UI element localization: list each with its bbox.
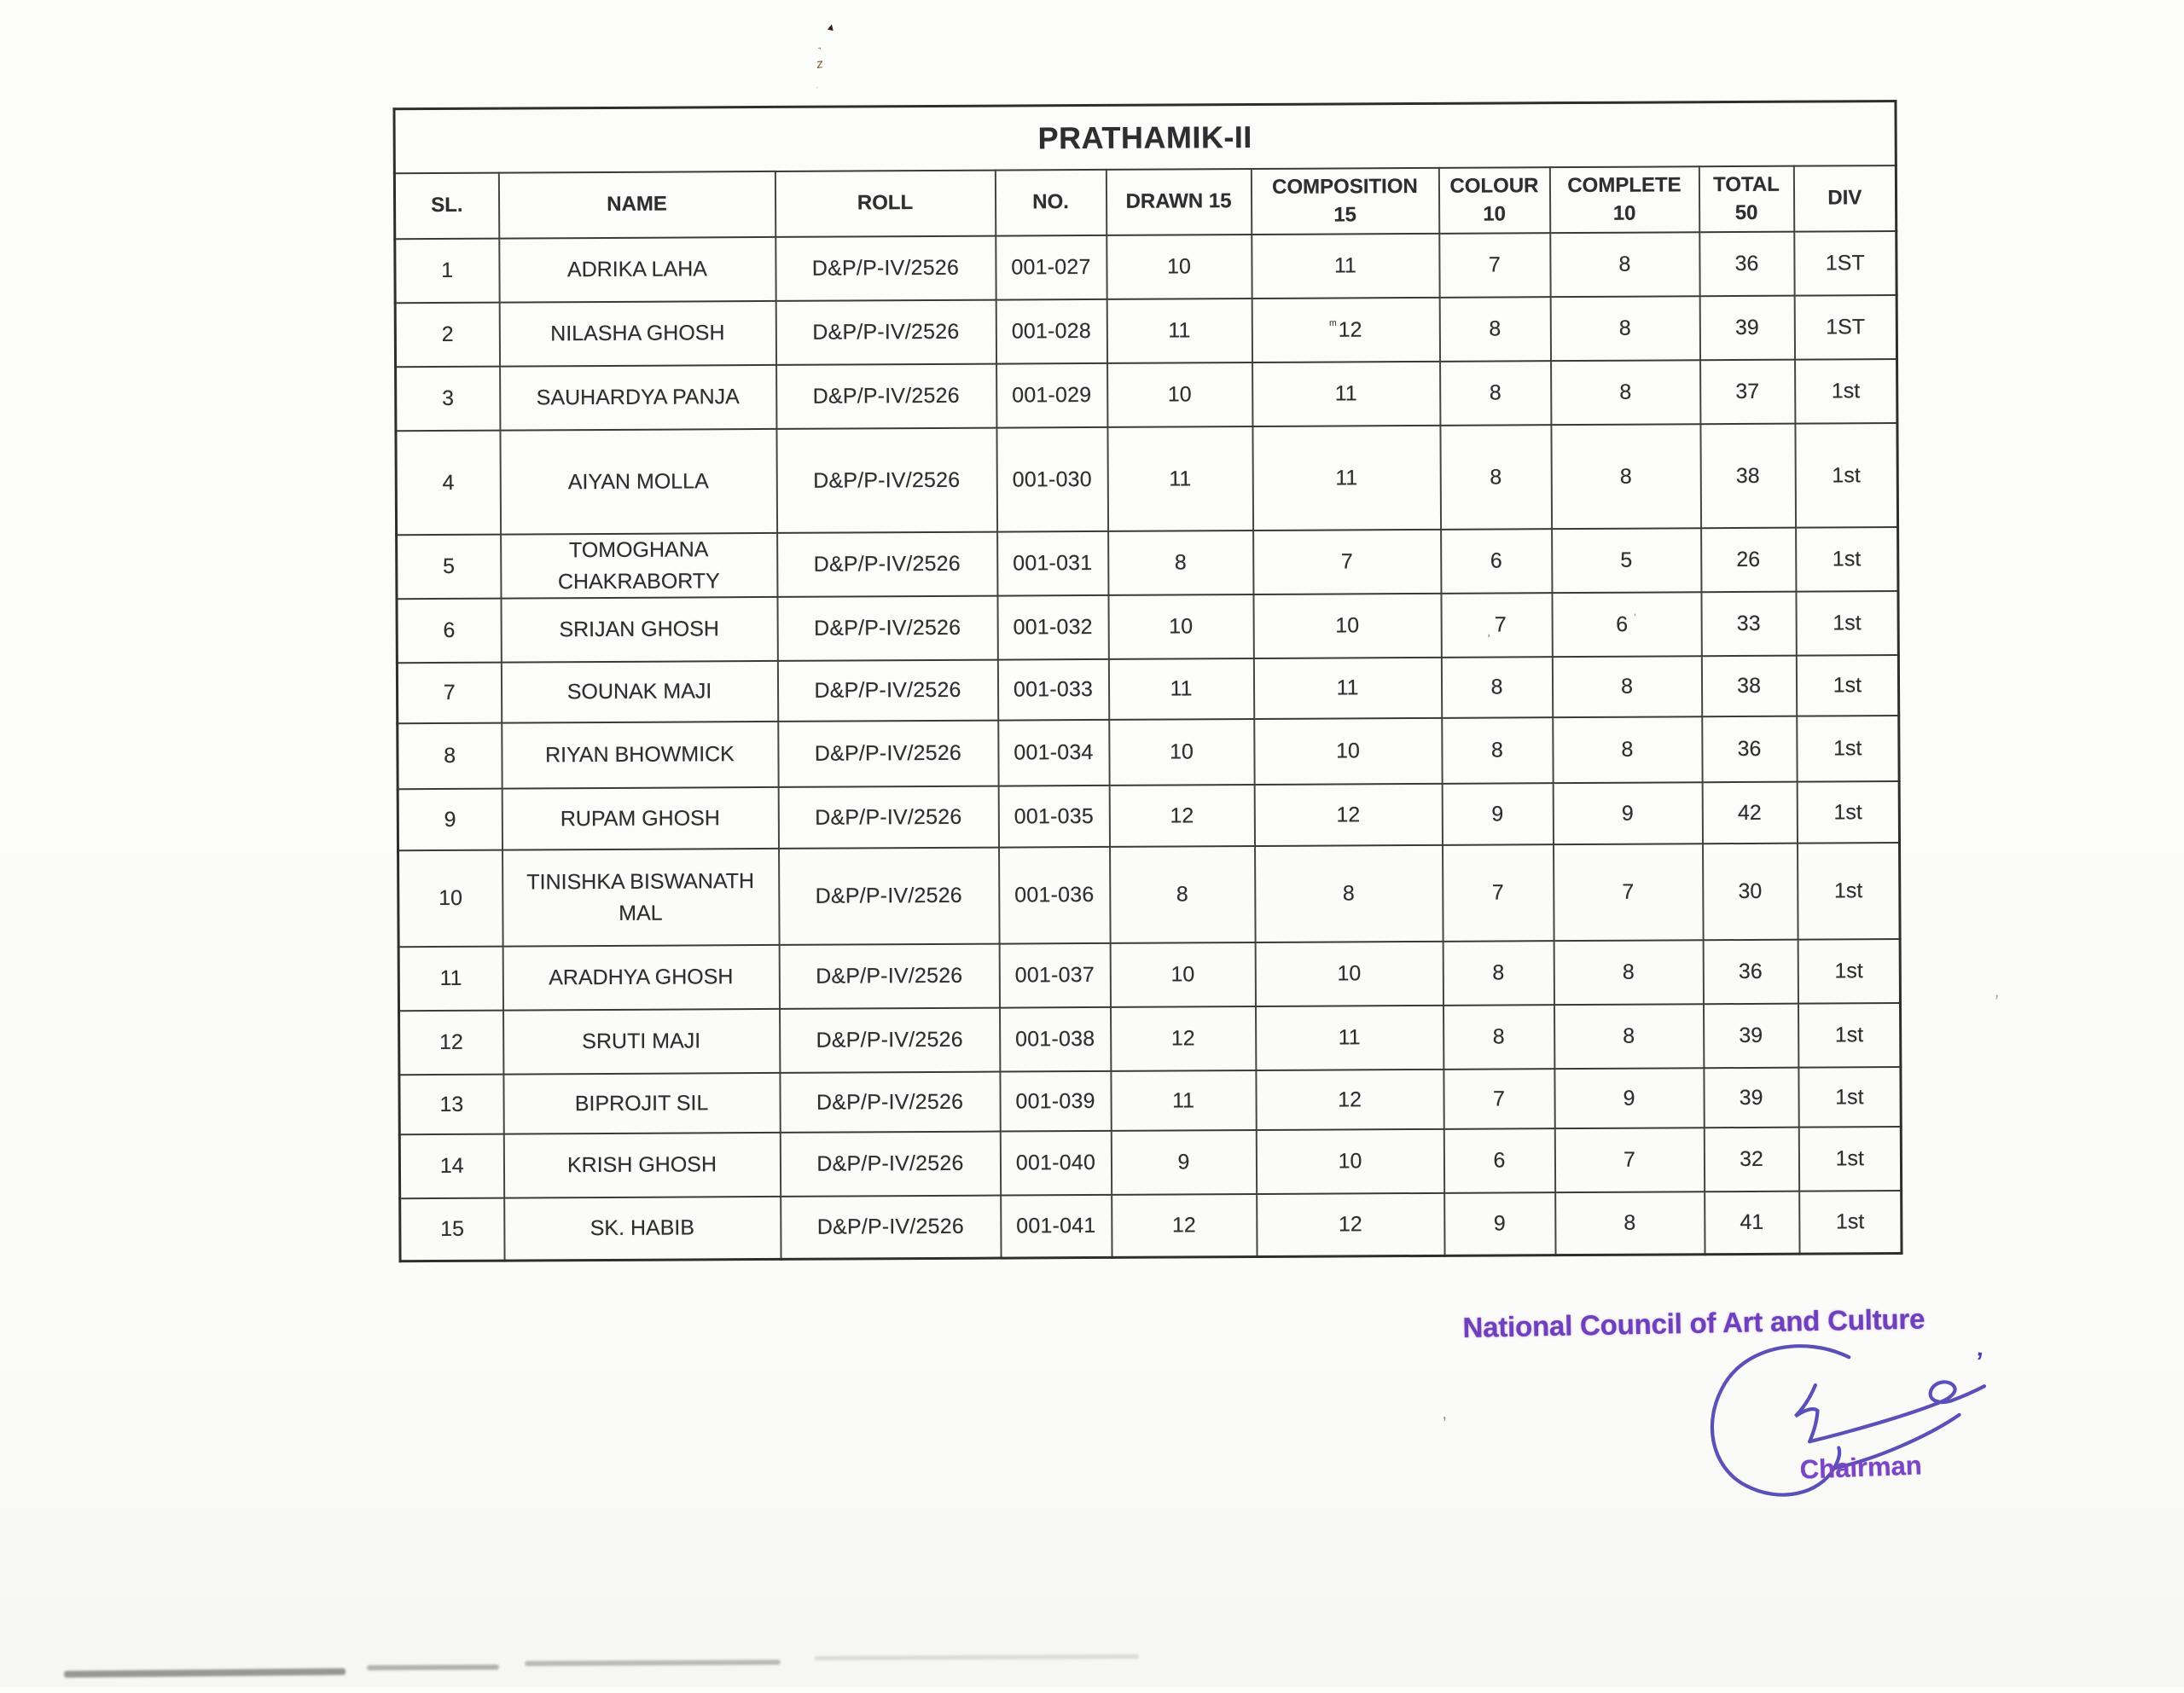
cell-drawn: 8 <box>1110 846 1256 943</box>
cell-drawn: 11 <box>1107 426 1253 531</box>
scan-mark: ᵐ <box>1329 317 1337 333</box>
cell-total: 32 <box>1704 1128 1798 1192</box>
cell-colour: 8 <box>1442 717 1553 784</box>
cell-no: 001-027 <box>996 235 1107 300</box>
scan-smudge <box>367 1665 499 1671</box>
cell-total: 39 <box>1699 296 1794 361</box>
table-title-row <box>394 101 1896 174</box>
cell-complete: 8 <box>1550 232 1699 297</box>
scan-smudge <box>815 1655 1139 1661</box>
scan-speck: ▴ <box>827 18 836 34</box>
cell-drawn: 11 <box>1111 1070 1256 1131</box>
cell-composition: 12 <box>1254 784 1442 846</box>
cell-colour: 6 <box>1443 1128 1554 1193</box>
cell-composition: 12 <box>1257 1193 1444 1256</box>
scan-mark: ˒ <box>1486 626 1491 641</box>
cell-colour: 6 <box>1441 529 1552 594</box>
cell-drawn: 8 <box>1108 531 1253 595</box>
scan-mark: ˈ <box>1633 612 1638 627</box>
cell-roll: D&P/P-IV/2526 <box>777 596 997 661</box>
scan-speck: , <box>1442 1404 1448 1423</box>
approval-stamp <box>1442 1298 1989 1530</box>
cell-sl: 9 <box>398 789 502 851</box>
cell-total: 33 <box>1701 592 1796 657</box>
cell-div: 1st <box>1799 1191 1902 1254</box>
cell-name: NILASHA GHOSH <box>499 301 775 367</box>
table-row <box>397 527 1898 599</box>
cell-sl: 5 <box>397 535 501 600</box>
cell-complete: 8 <box>1553 716 1702 783</box>
cell-complete: 9 <box>1553 782 1702 844</box>
scan-speck: ‸ <box>817 39 826 50</box>
column-header-no-: NO. <box>995 170 1106 236</box>
cell-total: 36 <box>1703 940 1798 1005</box>
cell-name: SK. HABIB <box>504 1197 781 1261</box>
cell-roll: D&P/P-IV/2526 <box>777 660 997 722</box>
cell-drawn: 10 <box>1110 942 1255 1007</box>
table-row <box>397 655 1898 723</box>
stamp-signatory-title: Chairman <box>1799 1450 1923 1485</box>
column-header-complete: COMPLETE 10 <box>1549 166 1699 233</box>
column-header-total: TOTAL 50 <box>1699 166 1793 233</box>
cell-name: SOUNAK MAJI <box>501 661 777 723</box>
table-row <box>400 1191 1902 1261</box>
stamp-organization: National Council of Art and Culture <box>1462 1302 1926 1343</box>
table-body <box>395 231 1902 1261</box>
cell-total: 42 <box>1702 782 1797 844</box>
cell-complete: 7 <box>1554 844 1704 941</box>
cell-composition: 10 <box>1256 1129 1443 1194</box>
cell-name: RUPAM GHOSH <box>502 787 778 850</box>
cell-roll: D&P/P-IV/2526 <box>779 944 999 1009</box>
table-row <box>398 843 1901 947</box>
cell-drawn: 10 <box>1109 719 1254 786</box>
cell-no: 001-039 <box>1000 1071 1111 1132</box>
cell-roll: D&P/P-IV/2526 <box>779 848 1000 945</box>
cell-no: 001-028 <box>996 299 1107 364</box>
cell-colour: 7 <box>1439 233 1550 298</box>
cell-roll: D&P/P-IV/2526 <box>778 786 998 849</box>
cell-drawn: 12 <box>1112 1194 1257 1257</box>
cell-composition: 11 <box>1252 362 1440 426</box>
cell-no: 001-032 <box>997 595 1108 660</box>
cell-no: 001-034 <box>998 720 1109 786</box>
cell-sl: 7 <box>397 663 501 724</box>
cell-div: 1st <box>1798 1127 1902 1191</box>
cell-sl: 4 <box>396 431 501 536</box>
cell-name: ARADHYA GHOSH <box>502 945 779 1011</box>
column-header-div: DIV <box>1793 165 1896 232</box>
cell-composition: 11 <box>1252 234 1439 299</box>
cell-drawn: 12 <box>1109 785 1254 847</box>
cell-sl: 15 <box>400 1198 504 1261</box>
cell-complete: 6 $^ˈ$ <box>1552 592 1701 657</box>
cell-roll: D&P/P-IV/2526 <box>776 428 997 533</box>
cell-roll: D&P/P-IV/2526 <box>775 236 996 301</box>
cell-roll: D&P/P-IV/2526 <box>780 1132 1000 1197</box>
cell-no: 001-033 <box>997 659 1108 721</box>
cell-no: 001-038 <box>1000 1007 1111 1072</box>
cell-name: KRISH GHOSH <box>503 1133 780 1198</box>
table-row <box>397 591 1898 663</box>
cell-roll: D&P/P-IV/2526 <box>781 1196 1001 1259</box>
scan-smudge <box>525 1660 781 1667</box>
cell-colour: 8 <box>1439 297 1550 362</box>
cell-sl: 10 <box>398 850 503 948</box>
cell-name: AIYAN MOLLA <box>500 429 777 535</box>
cell-roll: D&P/P-IV/2526 <box>778 721 998 787</box>
cell-div: 1st <box>1796 527 1899 592</box>
cell-colour: 8 <box>1443 1005 1554 1070</box>
cell-colour: 7 <box>1443 844 1554 942</box>
cell-no: 001-040 <box>1000 1131 1111 1196</box>
table-row <box>398 716 1900 789</box>
cell-composition: 10 <box>1255 942 1443 1006</box>
table-header-row <box>394 165 1896 239</box>
cell-colour: 7 <box>1443 1069 1554 1129</box>
cell-total: 36 <box>1699 232 1794 297</box>
cell-complete: 8 <box>1552 656 1701 717</box>
cell-div: 1st <box>1798 1067 1901 1128</box>
cell-name: SAUHARDYA PANJA <box>500 365 776 431</box>
cell-drawn: 9 <box>1111 1130 1256 1195</box>
signature-icon <box>1687 1329 1997 1514</box>
cell-composition: 10 <box>1254 718 1442 785</box>
cell-div: 1st <box>1796 655 1898 716</box>
cell-complete: 8 <box>1555 1191 1705 1255</box>
scan-smudge <box>64 1668 346 1678</box>
table-row <box>398 939 1900 1011</box>
cell-roll: D&P/P-IV/2526 <box>777 532 997 597</box>
cell-composition: 11 <box>1252 426 1441 531</box>
cell-sl: 6 <box>397 599 501 664</box>
cell-colour: 9 <box>1442 783 1553 845</box>
cell-complete: 8 <box>1554 1004 1703 1069</box>
scan-speck: ’ <box>1973 1347 1984 1377</box>
cell-complete: 8 <box>1551 360 1700 425</box>
cell-name: TOMOGHANA CHAKRABORTY <box>501 533 777 599</box>
cell-complete: 5 <box>1552 528 1701 593</box>
cell-sl: 11 <box>398 947 502 1012</box>
cell-colour: $_˒$ 7 <box>1441 593 1552 658</box>
cell-name: ADRIKA LAHA <box>499 237 775 303</box>
cell-div: 1st <box>1798 939 1901 1004</box>
column-header-drawn-15: DRAWN 15 <box>1106 169 1251 235</box>
cell-total: 38 <box>1700 424 1796 529</box>
cell-total: 26 <box>1701 528 1796 593</box>
cell-colour: 8 <box>1440 425 1552 530</box>
cell-name: BIPROJIT SIL <box>503 1073 780 1134</box>
cell-div: 1st <box>1797 781 1900 844</box>
cell-drawn: 10 <box>1108 594 1253 659</box>
cell-composition: 11 <box>1256 1006 1443 1070</box>
column-header-colour: COLOUR 10 <box>1438 167 1549 234</box>
cell-composition: 12 <box>1256 1070 1443 1130</box>
scan-speck: · <box>815 80 819 93</box>
cell-sl: 2 <box>395 303 499 368</box>
cell-div: 1st <box>1796 591 1899 656</box>
cell-complete: 7 <box>1554 1128 1704 1192</box>
cell-colour: 8 <box>1440 361 1551 426</box>
cell-sl: 13 <box>399 1075 503 1135</box>
cell-sl: 3 <box>396 367 500 432</box>
cell-complete: 8 <box>1550 296 1699 361</box>
cell-no: 001-035 <box>998 786 1109 848</box>
cell-composition: 10 <box>1253 594 1441 658</box>
cell-complete: 8 <box>1551 424 1701 529</box>
cell-sl: 8 <box>398 723 502 790</box>
cell-no: 001-030 <box>996 427 1108 532</box>
cell-div: 1ST <box>1794 295 1897 360</box>
cell-total: 38 <box>1701 656 1796 717</box>
cell-colour: 8 <box>1443 941 1554 1006</box>
cell-complete: 8 <box>1554 940 1703 1005</box>
cell-div: 1st <box>1798 843 1901 940</box>
table-row <box>399 1067 1901 1134</box>
cell-drawn: 10 <box>1107 235 1252 299</box>
cell-no: 001-029 <box>996 363 1107 428</box>
table-row <box>395 295 1896 367</box>
column-header-sl-: SL. <box>394 173 498 240</box>
cell-colour: 9 <box>1444 1192 1555 1255</box>
cell-composition: 7 <box>1253 530 1441 594</box>
cell-sl: 1 <box>395 239 499 304</box>
table-row <box>398 781 1899 850</box>
column-header-roll: ROLL <box>775 171 995 237</box>
cell-complete: 9 <box>1554 1068 1704 1128</box>
cell-composition: 8 <box>1255 845 1443 942</box>
cell-drawn: 11 <box>1107 299 1252 363</box>
cell-sl: 14 <box>399 1134 503 1199</box>
cell-drawn: 12 <box>1111 1006 1256 1071</box>
table-row <box>396 359 1897 431</box>
cell-total: 37 <box>1700 360 1795 425</box>
cell-div: 1st <box>1798 1003 1901 1068</box>
cell-name: RIYAN BHOWMICK <box>502 722 778 789</box>
cell-total: 36 <box>1702 716 1797 783</box>
cell-roll: D&P/P-IV/2526 <box>775 300 996 365</box>
cell-total: 30 <box>1703 844 1798 941</box>
cell-drawn: 10 <box>1107 362 1252 427</box>
cell-div: 1st <box>1795 423 1898 528</box>
column-header-composition: COMPOSITION 15 <box>1251 168 1438 235</box>
scan-speck: z <box>816 56 824 72</box>
table-row <box>396 423 1898 535</box>
cell-div: 1ST <box>1794 231 1897 296</box>
cell-roll: D&P/P-IV/2526 <box>780 1072 1000 1133</box>
cell-no: 001-036 <box>999 847 1111 944</box>
table-row <box>399 1127 1901 1198</box>
cell-name: SRUTI MAJI <box>503 1009 780 1075</box>
cell-total: 39 <box>1704 1068 1798 1128</box>
cell-colour: 8 <box>1441 657 1552 718</box>
cell-name: SRIJAN GHOSH <box>501 597 777 663</box>
scan-speck: ʼ <box>1992 991 2001 1013</box>
cell-composition: $^ᵐ$12 <box>1252 298 1439 362</box>
cell-no: 001-041 <box>1001 1195 1112 1258</box>
cell-total: 39 <box>1703 1004 1798 1069</box>
cell-roll: D&P/P-IV/2526 <box>776 364 996 429</box>
cell-sl: 12 <box>399 1011 503 1076</box>
table-row <box>395 231 1896 303</box>
column-header-name: NAME <box>498 171 775 239</box>
cell-div: 1st <box>1795 359 1898 424</box>
table-row <box>399 1003 1901 1075</box>
cell-name: TINISHKA BISWANATH MAL <box>502 849 780 947</box>
page-title: PRATHAMIK-II <box>394 101 1896 174</box>
cell-total: 41 <box>1705 1191 1799 1255</box>
cell-no: 001-031 <box>997 531 1108 596</box>
cell-no: 001-037 <box>999 943 1110 1008</box>
cell-roll: D&P/P-IV/2526 <box>780 1008 1000 1073</box>
cell-div: 1st <box>1797 716 1900 782</box>
results-table <box>392 100 1902 1262</box>
cell-drawn: 11 <box>1108 658 1253 720</box>
cell-composition: 11 <box>1253 658 1441 719</box>
